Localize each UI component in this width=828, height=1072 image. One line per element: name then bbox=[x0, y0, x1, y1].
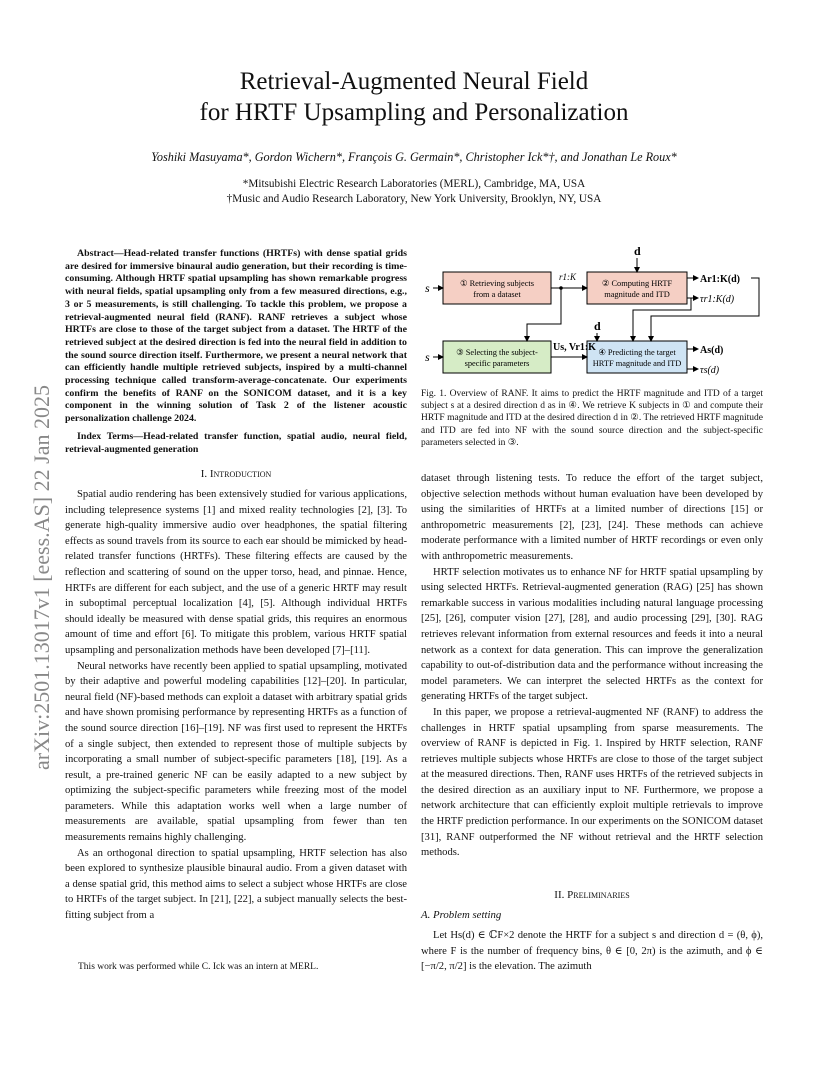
title-line-2: for HRTF Upsampling and Personalization bbox=[199, 99, 629, 126]
label-A-rk: Ar1:K(d) bbox=[700, 274, 740, 285]
box-computing-hrtf bbox=[587, 272, 687, 304]
intro-paragraph-3: As an orthogonal direction to spatial upsampling, HRTF selection has also been explored to synthesize plausible binaural audio. From a given dataset with a dense spatial grid, this method aims to select a subject whose HRTFs are close to HRTFs of the target subject. In [21], [22], a subject manually selects the best-fitting subject from a bbox=[65, 847, 407, 922]
figure-caption: Fig. 1. Overview of RANF. It aims to predict the HRTF magnitude and ITD of a target subject s at a desired direction d as in ④. We retrieve K subjects in ① and compute their HRTF magnitude and ITD at the desired direction d in ②. The retrieved HRTF magnitude and ITD are fed into NF with the sound source direction and the subject-specific parameters selected in ③. bbox=[421, 389, 763, 448]
label-tau-rk: τr1:K(d) bbox=[700, 294, 735, 305]
title-line-1: Retrieval-Augmented Neural Field bbox=[239, 68, 589, 95]
intro-paragraph-2: Neural networks have recently been applied to spatial upsampling, motivated by their adaptive and powerful modeling capabilities [12]–[20]. In particular, neural field (NF)-based methods can exploit a dataset with arbitrary spatial grids and have shown promising performance by representing HRTFs as a function of the sound source direction [16]–[19]. NF was first used to represent the HRTFs of a single subject, then extended to represent those of multiple subjects by incorporating a small number of subject-specific parameters [18], [19]. As a result, a pre-trained generic NF can be easily adapted to a new subject by optimizing the subject-specific parameters while freezing most of the model parameters. While this adaptation works well when a large number of measurements are available, spatial upsampling from fewer than ten measurements remains highly challenging. bbox=[65, 660, 407, 844]
label-r1k: r1:K bbox=[559, 272, 577, 282]
intro-body bbox=[65, 487, 407, 924]
box3-line2: specific parameters bbox=[464, 359, 530, 368]
box4-line2: HRTF magnitude and ITD bbox=[592, 359, 682, 368]
intro-paragraph-1: Spatial audio rendering has been extensively studied for various applications, including telepresence systems [1] and mixed reality technologies [2], [3]. To generate high-quality immersive audio over headphones, the spatial filtering effects as sound travels from its source to each ear should be mimicked by head-related transfer functions (HRTFs). These filtering effects are caused by the reflection and scattering of sound on the upper torso, head, and pinnae. Hence, HRTFs are different for each subject, and the use of a generic HRTF may result in suboptimal perceptual localization [4], [5]. Although individual HRTFs should ideally be measured with dense spatial grids, this requires an enormous amount of time and effort [6]. To mitigate this problem, various HRTF spatial upsampling and personalization methods have been developed [7]–[11]. bbox=[65, 489, 407, 656]
right-paragraph-3: In this paper, we propose a retrieval-augmented NF (RANF) to address the challenges in HRTF spatial upsampling from sparse measurements. The overview of RANF is depicted in Fig. 1. Inspired by HRTF selection, RANF retrieves multiple subjects whose HRTFs are close to those of the target subject at the measured directions. Then, RANF uses HRTFs of the retrieved subjects in the desired direction as an auxiliary input to NF. Furthermore, we propose a network architecture that can efficiently exploit multiple retrievals to improve the HRTF prediction performance. In our experiments on the SONICOM dataset [31], RANF outperformed the NF without retrieval and the HRTF selection methods. bbox=[421, 706, 763, 859]
label-U-V: Us, Vr1:K bbox=[553, 342, 596, 353]
box-selecting-params bbox=[443, 341, 551, 373]
box2-line1: ② Computing HRTF bbox=[601, 279, 673, 288]
input-s-top: s bbox=[425, 281, 430, 295]
right-body bbox=[421, 471, 763, 861]
input-s-bottom: s bbox=[425, 350, 430, 364]
arxiv-stamp bbox=[20, 300, 60, 800]
box-retrieving-subjects bbox=[443, 272, 551, 304]
box1-line1: ① Retrieving subjects bbox=[459, 279, 535, 288]
subsection-problem-setting: A. Problem setting bbox=[421, 909, 502, 921]
input-d-bottom: d bbox=[594, 319, 601, 333]
section-heading-preliminaries: II. Preliminaries bbox=[554, 889, 630, 901]
right-paragraph-4: Let Hs(d) ∈ ℂF×2 denote the HRTF for a subject s and direction d = (θ, ϕ), where F is the number of frequency bins, θ ∈ [0, 2π) is the azimuth, and ϕ ∈ [−π/2, π/2] is the elevation. The azimuth bbox=[421, 930, 763, 973]
box-predicting-target bbox=[587, 341, 687, 373]
right-paragraph-4-wrap bbox=[421, 928, 763, 975]
figure-1 bbox=[421, 238, 763, 383]
abstract: Abstract—Head-related transfer functions (HRTFs) with dense spatial grids are desired for immersive binaural audio generation, but their recording is time-consuming. Although HRTF spatial upsampling has shown remarkable progress with neural fields, spatial upsampling only from a few measured directions, e.g., 3 or 5 measurements, is still challenging. To tackle this problem, we propose a retrieval-augmented neural field (RANF). RANF retrieves a subject whose HRTFs are close to those of the target subject from a dataset. The HRTF of the retrieved subject at the desired direction is fed into the neural field in addition to the sound source direction itself. Furthermore, we present a neural network that can efficiently handle multiple retrieved subjects, inspired by a multi-channel processing technique called transform-average-concatenate. Our experiments confirm the benefits of RANF on the SONICOM dataset, and it is a key component in the winning solution of Task 2 of the listener acoustic personalization challenge 2024. bbox=[65, 248, 407, 425]
arxiv-stamp-text: arXiv:2501.13017v1 [eess.AS] 22 Jan 2025 bbox=[29, 385, 54, 770]
box2-line2: magnitude and ITD bbox=[604, 290, 670, 299]
box1-line2: from a dataset bbox=[473, 290, 521, 299]
author-list: Yoshiki Masuyama*, Gordon Wichern*, François G. Germain*, Christopher Ick*†, and Jonathan Le Roux* bbox=[151, 150, 677, 164]
paper-title bbox=[0, 66, 828, 128]
affiliation-merl: *Mitsubishi Electric Research Laboratories (MERL), Cambridge, MA, USA bbox=[242, 178, 586, 190]
right-paragraph-2: HRTF selection motivates us to enhance NF for HRTF spatial upsampling by using selected HRTFs. Retrieval-augmented generation (RAG) [25] has shown remarkable success in various modalities including natural language processing [25], [26], computer vision [27], [28], and audio processing [29], [30]. RAG retrieves relevant information from external resources and feeds it into a neural network as a context for data generation. This can improve the generalization capability to out-of-distribution data and the performance without increasing the model parameters. We can interpret the selected HRTFs as the context for generating HRTFs of the target subject. bbox=[421, 566, 763, 703]
label-A-s: As(d) bbox=[700, 345, 724, 356]
box3-line1: ③ Selecting the subject- bbox=[456, 348, 538, 357]
section-heading-introduction: I. Introduction bbox=[200, 468, 272, 480]
affiliation-nyu: †Music and Audio Research Laboratory, New York University, Brooklyn, NY, USA bbox=[226, 193, 602, 205]
footnote: This work was performed while C. Ick was an intern at MERL. bbox=[78, 962, 319, 972]
index-terms: Index Terms—Head-related transfer function, spatial audio, neural field, retrieval-augmented generation bbox=[65, 431, 407, 455]
box4-line1: ④ Predicting the target bbox=[598, 348, 676, 357]
input-d-top: d bbox=[634, 244, 641, 258]
right-paragraph-1: dataset through listening tests. To reduce the effort of the target subject, objective selection methods without human evaluation have been developed by using the similarities of HRTFs at a limited number of directions [15] or anthropometric measurements [2], [23], [24]. These methods can achieve moderate performance with a limited number of HRTF recordings or even only with anthropometric measurements. bbox=[421, 473, 763, 562]
label-tau-s: τs(d) bbox=[700, 365, 720, 376]
